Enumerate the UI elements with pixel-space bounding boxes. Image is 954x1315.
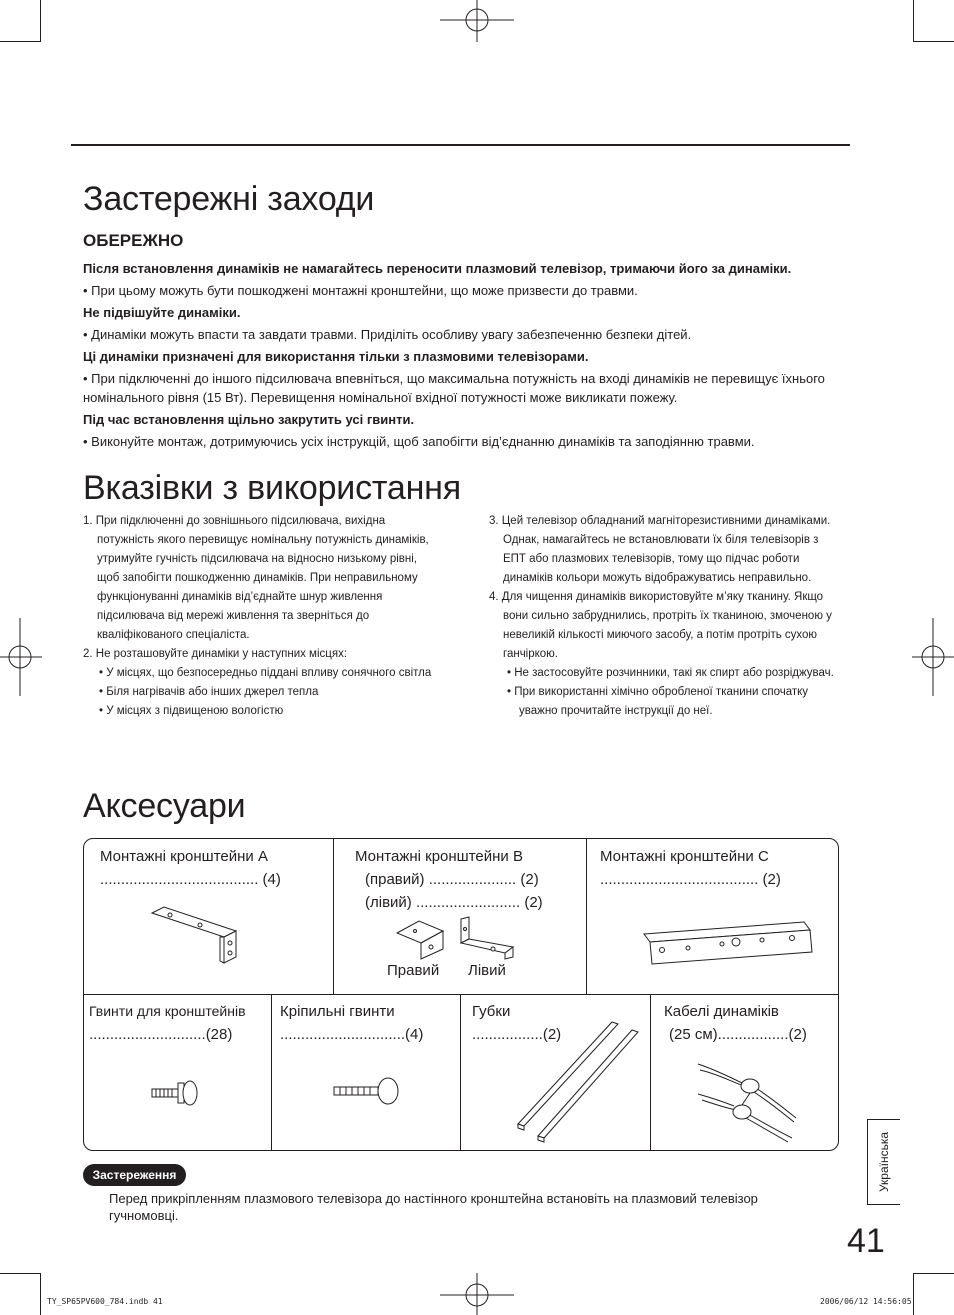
bracket-b-cell <box>355 845 543 914</box>
usage-item: 2. Не розташовуйте динаміки у наступних місцях: <box>83 648 348 660</box>
bracket-c-icon <box>642 920 814 968</box>
usage-item: 3. Цей телевізор обладнаний магніторезистивними динаміками. Однак, намагайтесь не встановлювати їх біля телевізорів з ЕПТ або плазмових телевізорів, тому що підчас роботи динаміків кольори можуть відображуватись неправильно. <box>489 515 831 584</box>
caution-statement: Після встановлення динаміків не намагайтесь переносити плазмовий телевізор, тримаючи його за динаміки. <box>83 261 792 276</box>
screws-bracket-cell <box>89 1000 246 1046</box>
bracket-c-qty: ...................................... (2) <box>600 871 781 888</box>
bracket-b-right-qty: (правий) ..................... (2) <box>365 871 539 888</box>
bracket-b-label-right: Правий <box>387 962 440 979</box>
language-tab <box>867 1119 900 1205</box>
screws-bracket-qty: ............................(28) <box>89 1026 233 1043</box>
usage-subitem: • При використанні хімічно обробленої тканини спочатку уважно прочитайте інструкції до неї. <box>507 686 809 717</box>
caution-statement: Не підвішуйте динаміки. <box>83 305 241 320</box>
usage-title: Вказівки з використання <box>83 469 461 507</box>
bracket-a-qty: ...................................... (4) <box>100 871 281 888</box>
cables-name: Кабелі динаміків <box>664 1003 779 1020</box>
usage-item: 4. Для чищення динаміків використовуйте м’яку тканину. Якщо вони сильно забруднились, протріть їх тканиною, змоченою у невеликій кількості миючого засобу, а потім протріть сухою ганчіркою. <box>489 591 832 660</box>
caution-detail: • Динаміки можуть впасти та завдати травми. Приділіть особливу увагу забезпеченню безпеки дітей. <box>83 327 692 342</box>
caution-detail: • Виконуйте монтаж, дотримуючись усіх інструкцій, щоб запобігти від’єднанню динаміків та заподіянню травми. <box>83 434 755 449</box>
bracket-a-cell <box>100 845 281 891</box>
language-label: Українська <box>877 1131 891 1193</box>
screws-bracket-name: Гвинти для кронштейнів <box>89 1003 246 1019</box>
sponge-icon <box>514 1020 646 1142</box>
fix-screws-name: Кріпильні гвинти <box>280 1003 395 1020</box>
fixing-screw-icon <box>332 1076 402 1106</box>
speaker-cable-icon <box>696 1056 800 1144</box>
bracket-b-label-left: Лівий <box>468 962 506 979</box>
bracket-c-name: Монтажні кронштейни C <box>600 848 769 865</box>
usage-subitem: • Не застосовуйте розчинники, такі як спирт або розріджувач. <box>507 667 834 679</box>
usage-left-column <box>83 512 435 721</box>
caution-heading: ОБЕРЕЖНО <box>83 231 184 250</box>
bracket-a-name: Монтажні кронштейни A <box>100 848 268 865</box>
caution-statement: Під час встановлення щільно закрутить усі гвинти. <box>83 412 415 427</box>
warning-badge: Застереження <box>83 1164 186 1186</box>
footer-date: 2006/06/12 14:56:05 <box>820 1297 912 1306</box>
caution-list <box>83 259 843 454</box>
fix-screws-cell <box>280 1000 423 1046</box>
screw-icon <box>150 1078 200 1108</box>
footer-file: TY_SP65PV600_784.indb 41 <box>47 1297 163 1306</box>
caution-statement: Ці динаміки призначені для використання тільки з плазмовими телевізорами. <box>83 349 589 364</box>
usage-item: 1. При підключенні до зовнішнього підсилювача, вихідна потужність якого перевищує номінальну потужність динаміків, утримуйте гучність підсилювача на відносно низькому рівні, щоб запобігти пошкодженню динаміків. При неправильному функціонуванні динаміків від’єднайте шнур живлення підсилювача від мережі живлення та зверніться до кваліфікованого спеціаліста. <box>83 515 429 641</box>
page-number: 41 <box>847 1222 885 1260</box>
caution-detail: • При підключенні до іншого підсилювача впевніться, що максимальна потужність на вході динаміків не перевищує їхнього номінального рівня (15 Вт). Перевищення номінальної вхідної потужності може викликати пожежу. <box>83 371 825 405</box>
caution-detail: • При цьому можуть бути пошкоджені монтажні кронштейни, що може призвести до травми. <box>83 283 638 298</box>
sponges-name: Губки <box>472 1003 511 1020</box>
precautions-title: Застережні заходи <box>83 180 375 218</box>
fix-screws-qty: ..............................(4) <box>280 1026 424 1043</box>
bracket-b-icon <box>395 915 520 960</box>
bracket-a-icon <box>150 905 250 967</box>
cables-qty: (25 см).................(2) <box>669 1026 807 1043</box>
bracket-c-cell <box>600 845 781 891</box>
accessories-title: Аксесуари <box>83 787 246 825</box>
header-rule <box>71 144 850 146</box>
bracket-b-left-qty: (лівий) ......................... (2) <box>365 894 543 911</box>
cables-cell <box>664 1000 807 1046</box>
sponges-qty: .................(2) <box>472 1026 562 1043</box>
usage-right-column <box>489 512 837 721</box>
usage-subitem: • У місцях, що безпосередньо піддані впливу сонячного світла <box>99 667 432 679</box>
warning-note: Перед прикріпленням плазмового телевізора до настінного кронштейна встановіть на плазмовий телевізор гучномовці. <box>109 1191 758 1223</box>
usage-subitem: • У місцях з підвищеною вологістю <box>99 705 284 717</box>
usage-subitem: • Біля нагрівачів або інших джерел тепла <box>99 686 319 698</box>
bracket-b-name: Монтажні кронштейни B <box>355 848 523 865</box>
